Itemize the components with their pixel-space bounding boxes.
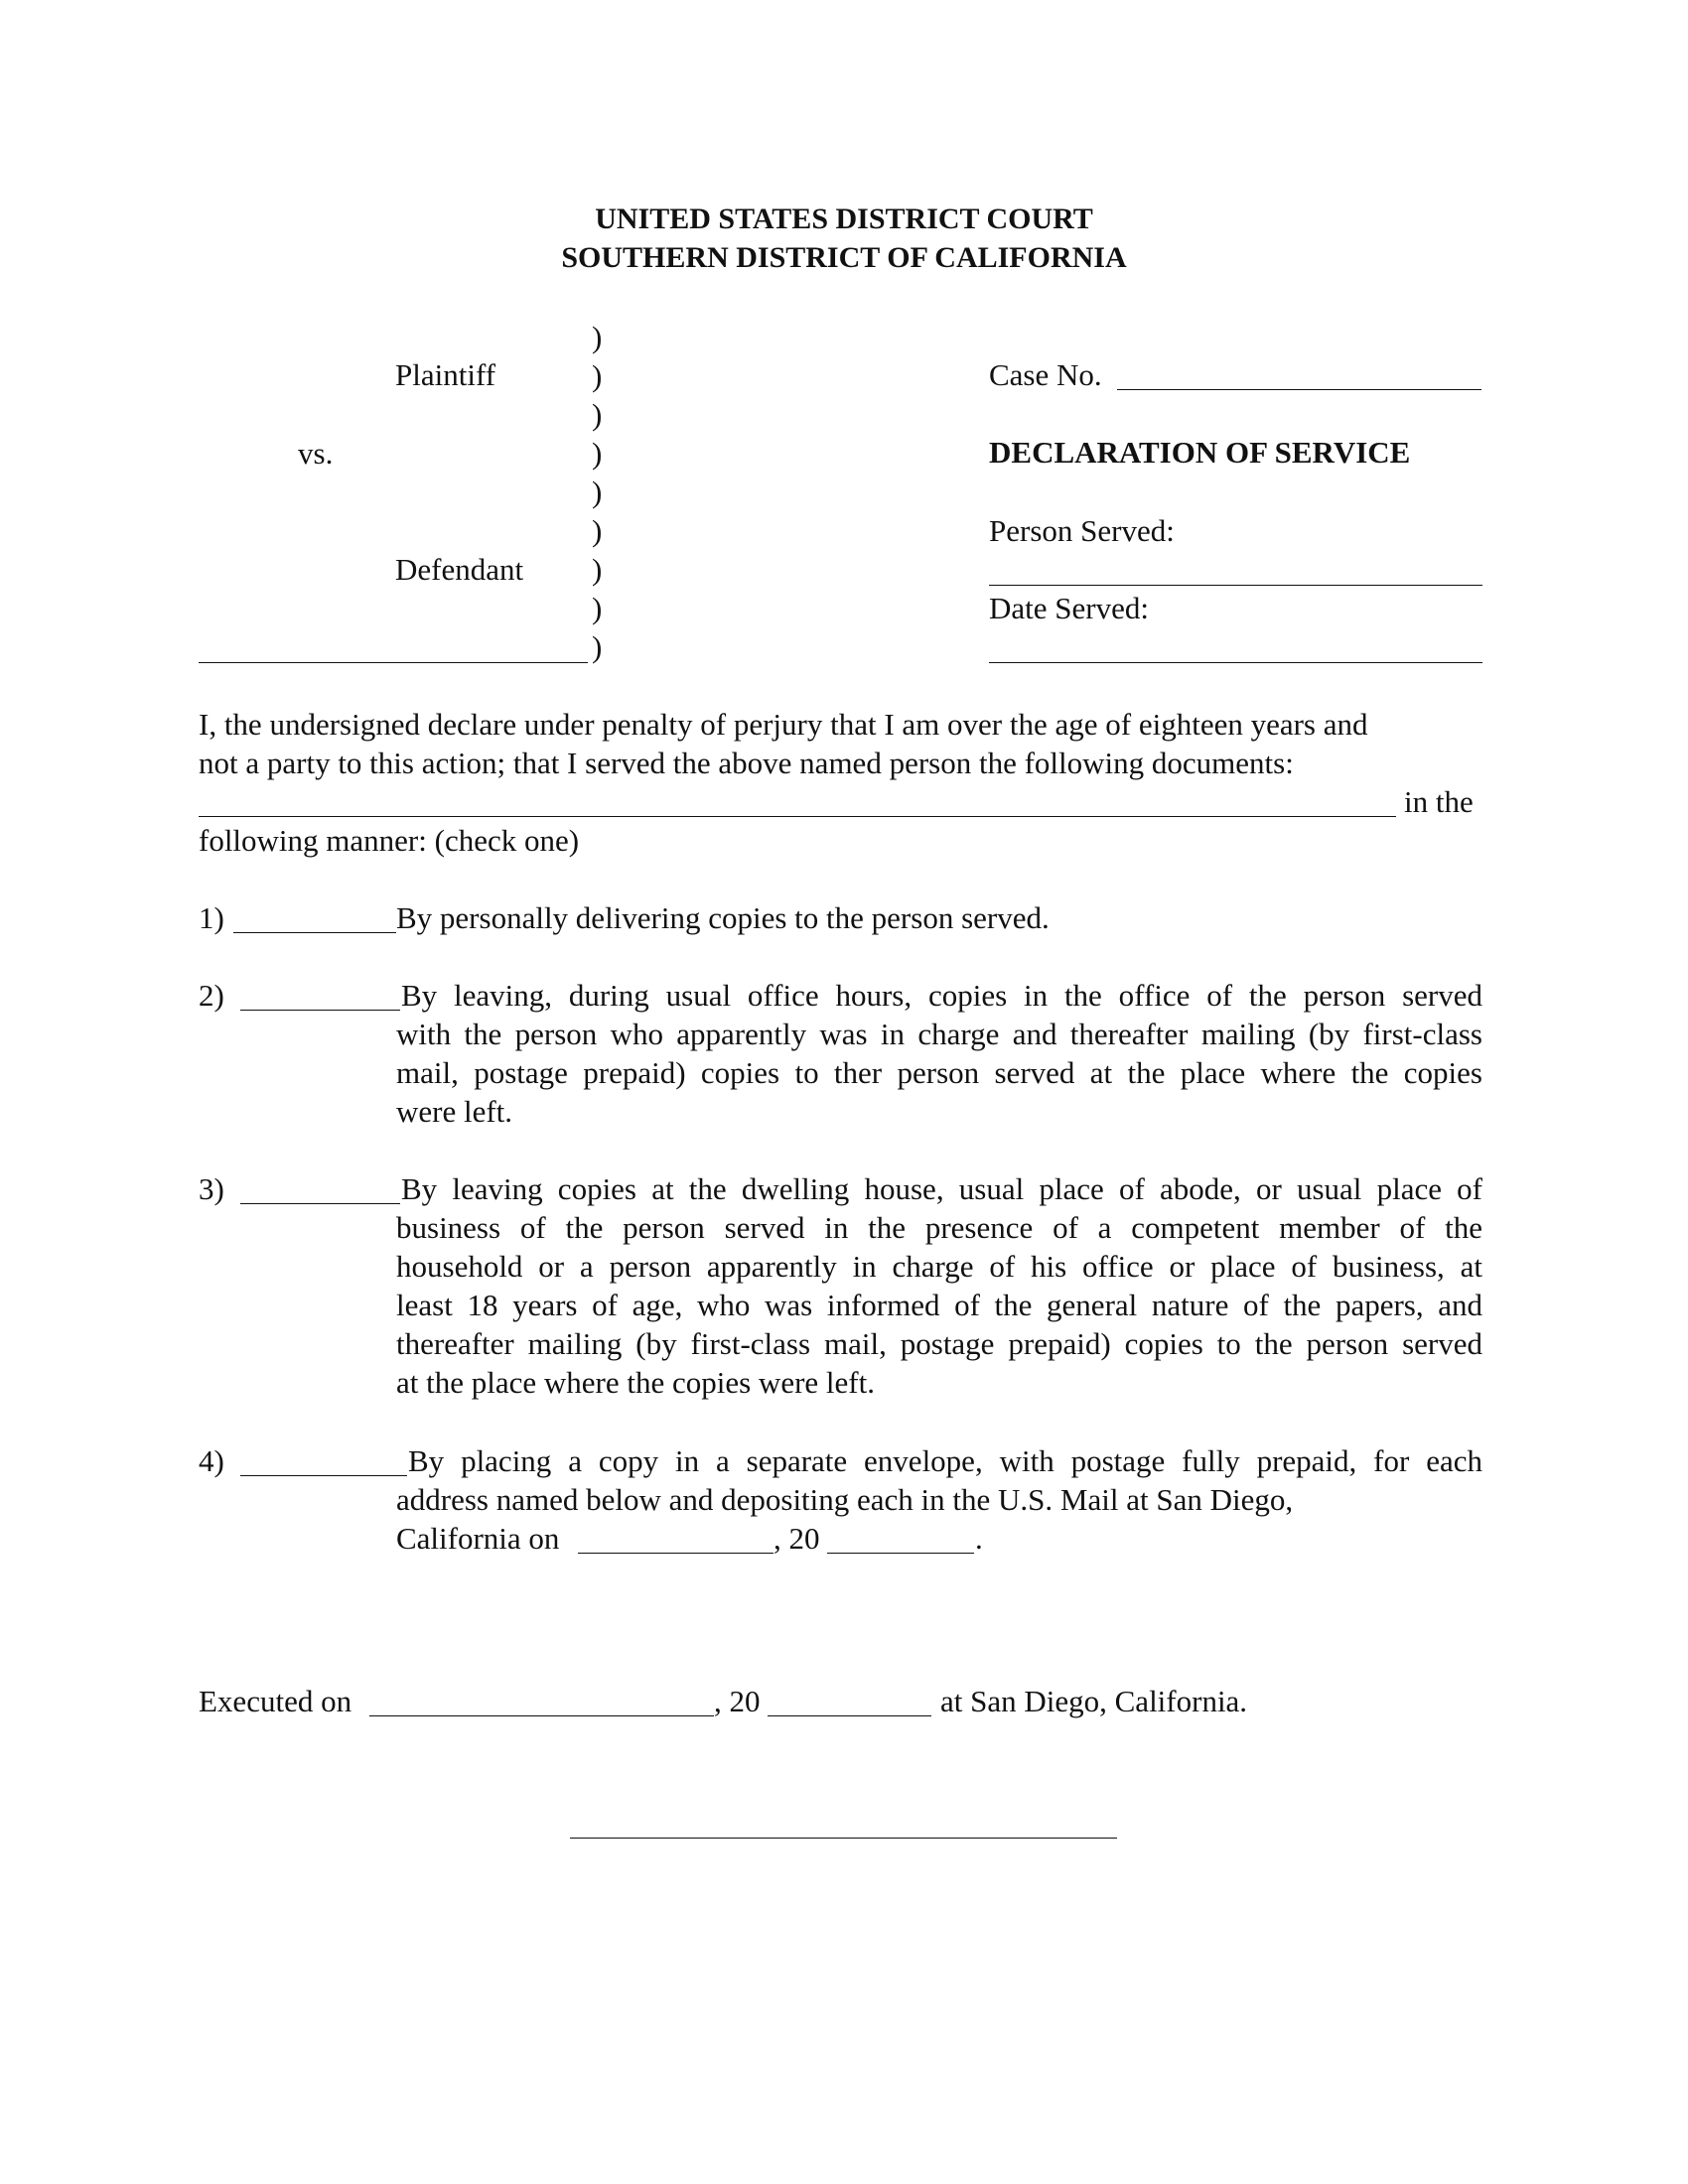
caption-paren: ) bbox=[592, 397, 603, 432]
option-4-mail-year-line[interactable] bbox=[827, 1553, 974, 1554]
caption-paren: ) bbox=[592, 552, 603, 587]
date-served-line[interactable] bbox=[989, 662, 1482, 663]
person-served-line[interactable] bbox=[989, 585, 1482, 586]
option-3-line: least 18 years of age, who was informed of the general nature of the papers, and bbox=[396, 1288, 1482, 1322]
option-3-text bbox=[396, 1169, 1482, 1402]
option-4-line: address named below and depositing each in the U.S. Mail at San Diego, bbox=[396, 1482, 1294, 1517]
option-2-line: with the person who apparently was in charge and thereafter mailing (by first-class bbox=[396, 1017, 1482, 1051]
documents-served-line[interactable] bbox=[199, 816, 1396, 817]
case-no-line[interactable] bbox=[1117, 389, 1481, 390]
executed-year-line[interactable] bbox=[768, 1715, 931, 1716]
option-4-period: . bbox=[975, 1521, 983, 1556]
executed-on-label: Executed on bbox=[199, 1684, 352, 1718]
court-name-line2: SOUTHERN DISTRICT OF CALIFORNIA bbox=[561, 241, 1127, 274]
date-served-label: Date Served: bbox=[989, 591, 1149, 625]
caption-paren: ) bbox=[592, 475, 603, 509]
document-title: DECLARATION OF SERVICE bbox=[989, 435, 1411, 470]
defendant-label: Defendant bbox=[395, 552, 524, 587]
intro-in-the: in the bbox=[1404, 784, 1474, 819]
intro-line-1: I, the undersigned declare under penalty of perjury that I am over the age of eighteen years and bbox=[199, 707, 1368, 742]
executed-date-line[interactable] bbox=[369, 1715, 714, 1716]
case-no-label: Case No. bbox=[989, 357, 1102, 392]
intro-line-4: following manner: (check one) bbox=[199, 823, 580, 858]
option-3-line: By leaving copies at the dwelling house, usual place of abode, or usual place of bbox=[401, 1171, 1482, 1206]
option-4-date-prefix: California on bbox=[396, 1521, 560, 1556]
option-3-line: thereafter mailing (by first-class mail, postage prepaid) copies to the person served bbox=[396, 1326, 1482, 1361]
caption-paren: ) bbox=[592, 436, 603, 471]
option-2-text bbox=[396, 976, 1482, 1131]
caption-paren: ) bbox=[592, 320, 603, 354]
option-3-line: household or a person apparently in charge of his office or place of business, at bbox=[396, 1249, 1482, 1284]
option-1-checkbox-line[interactable] bbox=[233, 932, 396, 933]
option-3-line: business of the person served in the presence of a competent member of the bbox=[396, 1210, 1482, 1245]
option-3-line: at the place where the copies were left. bbox=[396, 1365, 875, 1400]
court-name-line1: UNITED STATES DISTRICT COURT bbox=[595, 203, 1093, 235]
caption-paren: ) bbox=[592, 591, 603, 625]
option-4-mail-date-line[interactable] bbox=[578, 1553, 774, 1554]
option-2-checkbox-line[interactable] bbox=[240, 1010, 400, 1011]
option-2-line: were left. bbox=[396, 1094, 513, 1129]
option-3-checkbox-line[interactable] bbox=[240, 1203, 400, 1204]
signature-line[interactable] bbox=[570, 1838, 1117, 1839]
caption-paren: ) bbox=[592, 629, 603, 664]
option-4-checkbox-line[interactable] bbox=[240, 1475, 407, 1476]
executed-location: at San Diego, California. bbox=[940, 1684, 1248, 1718]
option-4-comma-20: , 20 bbox=[774, 1521, 820, 1556]
intro-line-2: not a party to this action; that I served the above named person the following documents: bbox=[199, 746, 1294, 780]
vs-label: vs. bbox=[298, 436, 334, 471]
person-served-label: Person Served: bbox=[989, 513, 1175, 548]
option-2-line: mail, postage prepaid) copies to ther person served at the place where the copies bbox=[396, 1055, 1482, 1090]
option-1-number: 1) bbox=[199, 900, 224, 935]
option-4-number: 4) bbox=[199, 1443, 224, 1478]
party-name-line[interactable] bbox=[199, 662, 588, 663]
option-3-number: 3) bbox=[199, 1171, 224, 1206]
plaintiff-label: Plaintiff bbox=[395, 357, 496, 392]
option-4-line: By placing a copy in a separate envelope, with postage fully prepaid, for each bbox=[408, 1443, 1482, 1478]
option-2-number: 2) bbox=[199, 978, 224, 1013]
caption-paren: ) bbox=[592, 513, 603, 548]
executed-comma-20: , 20 bbox=[714, 1684, 761, 1718]
option-4-text bbox=[396, 1441, 1482, 1519]
caption-paren: ) bbox=[592, 358, 603, 393]
option-1-text: By personally delivering copies to the person served. bbox=[396, 900, 1050, 935]
option-2-line: By leaving, during usual office hours, copies in the office of the person served bbox=[401, 978, 1482, 1013]
